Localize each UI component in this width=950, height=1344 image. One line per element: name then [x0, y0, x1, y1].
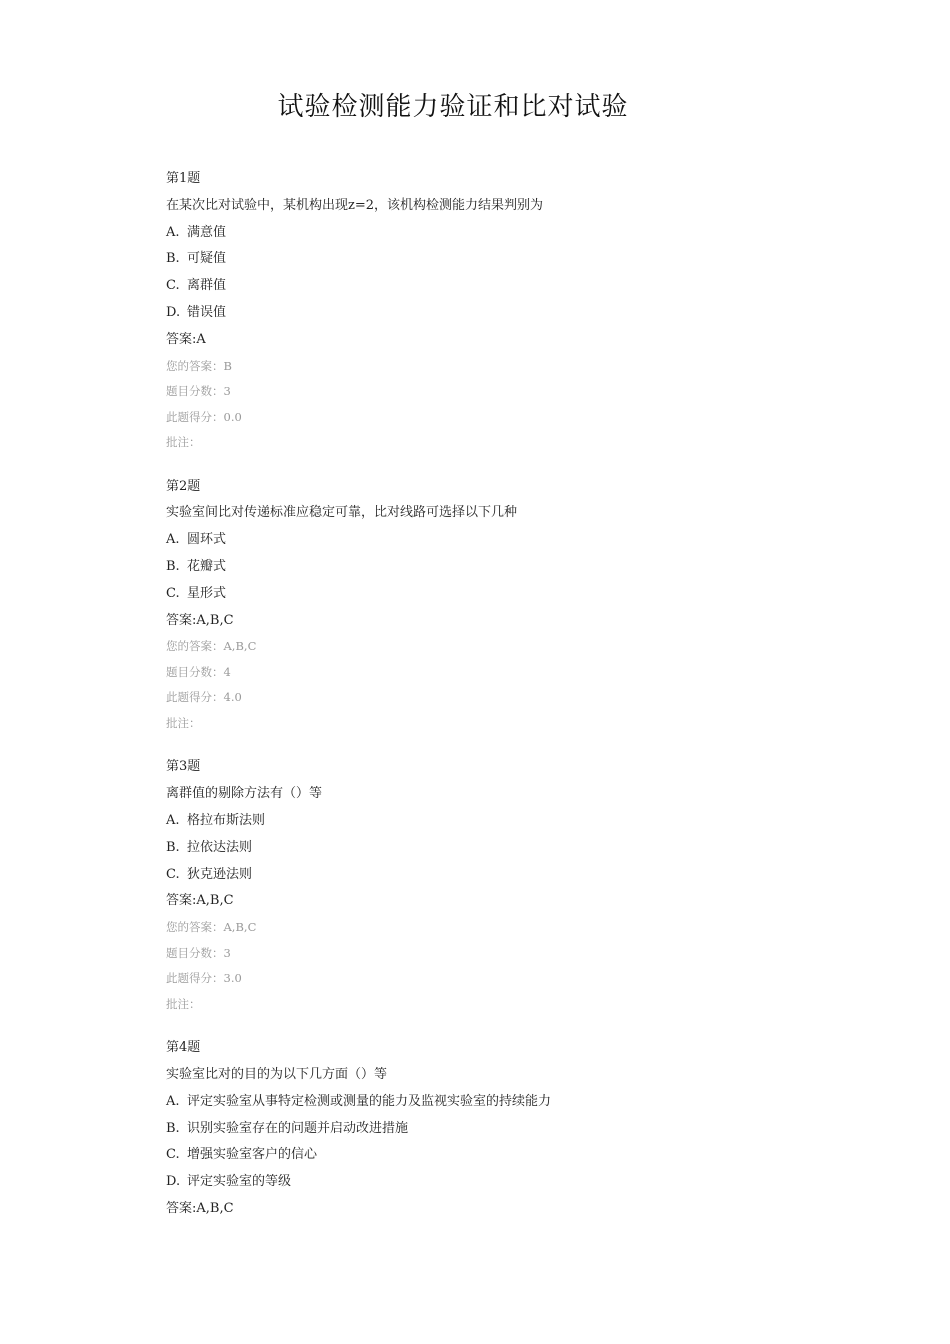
option-a — [166, 1089, 886, 1116]
option-text: 花瓣式 — [187, 558, 227, 574]
question-2 — [166, 474, 886, 737]
question-4 — [166, 1035, 886, 1223]
option-text: 识别实验室存在的问题并启动改进措施 — [187, 1120, 409, 1136]
option-letter: A. — [166, 1093, 180, 1109]
option-b — [166, 246, 886, 273]
question-score: 题目分数：3 — [166, 945, 231, 960]
option-letter: C. — [166, 1147, 180, 1163]
option-letter: A. — [166, 224, 180, 240]
option-c — [166, 581, 886, 608]
option-text: 圆环式 — [187, 532, 227, 548]
option-a — [166, 220, 886, 247]
option-text: 拉依达法则 — [187, 839, 253, 855]
option-letter: D. — [166, 1174, 181, 1190]
option-d — [166, 1169, 886, 1196]
option-text: 狄克逊法则 — [187, 866, 253, 882]
question-number: 第1题 — [166, 171, 201, 186]
option-text: 格拉布斯法则 — [187, 812, 266, 828]
correct-answer: 答案:A,B,C — [166, 1200, 234, 1216]
option-letter: C. — [166, 585, 180, 601]
comment: 批注： — [166, 435, 201, 450]
your-answer: 您的答案：B — [166, 358, 232, 373]
comment: 批注： — [166, 715, 201, 730]
option-letter: B. — [166, 1120, 180, 1136]
option-text: 离群值 — [187, 278, 227, 294]
question-1 — [166, 166, 886, 456]
your-answer: 您的答案：A,B,C — [166, 920, 257, 935]
question-score: 题目分数：4 — [166, 664, 231, 679]
earned-score: 此题得分：4.0 — [166, 690, 242, 705]
option-a — [166, 527, 886, 554]
question-text: 离群值的剔除方法有（）等 — [166, 786, 323, 802]
question-text: 在某次比对试验中，某机构出现z=2，该机构检测能力结果判别为 — [166, 197, 544, 213]
correct-answer: 答案:A,B,C — [166, 893, 234, 909]
option-letter: C. — [166, 278, 180, 294]
earned-score: 此题得分：0.0 — [166, 409, 242, 424]
question-score: 题目分数：3 — [166, 384, 231, 399]
option-text: 星形式 — [187, 585, 227, 601]
option-b — [166, 1116, 886, 1143]
your-answer: 您的答案：A,B,C — [166, 639, 257, 654]
correct-answer: 答案:A,B,C — [166, 612, 234, 628]
option-text: 错误值 — [187, 304, 227, 320]
question-3 — [166, 754, 886, 1017]
option-text: 评定实验室的等级 — [187, 1174, 292, 1190]
question-list — [166, 166, 886, 1241]
question-number: 第3题 — [166, 759, 201, 775]
option-text: 满意值 — [187, 224, 227, 240]
option-c — [166, 273, 886, 300]
comment: 批注： — [166, 996, 201, 1011]
question-number: 第2题 — [166, 478, 201, 494]
option-letter: B. — [166, 839, 180, 855]
question-number: 第4题 — [166, 1040, 201, 1056]
option-letter: A. — [166, 812, 180, 828]
question-text: 实验室比对的目的为以下几方面（）等 — [166, 1066, 388, 1082]
option-letter: B. — [166, 558, 180, 574]
option-b — [166, 554, 886, 581]
option-c — [166, 1142, 886, 1169]
earned-score: 此题得分：3.0 — [166, 971, 242, 986]
option-letter: B. — [166, 251, 180, 267]
option-text: 评定实验室从事特定检测或测量的能力及监视实验室的持续能力 — [187, 1093, 552, 1109]
option-letter: C. — [166, 866, 180, 882]
question-text: 实验室间比对传递标准应稳定可靠，比对线路可选择以下几种 — [166, 505, 518, 521]
document-title: 试验检测能力验证和比对试验 — [277, 92, 629, 122]
option-b — [166, 835, 886, 862]
option-letter: A. — [166, 532, 180, 548]
correct-answer: 答案:A — [166, 331, 206, 347]
option-c — [166, 862, 886, 889]
option-d — [166, 300, 886, 327]
option-a — [166, 808, 886, 835]
option-letter: D. — [166, 304, 181, 320]
option-text: 增强实验室客户的信心 — [187, 1147, 318, 1163]
option-text: 可疑值 — [187, 251, 227, 267]
